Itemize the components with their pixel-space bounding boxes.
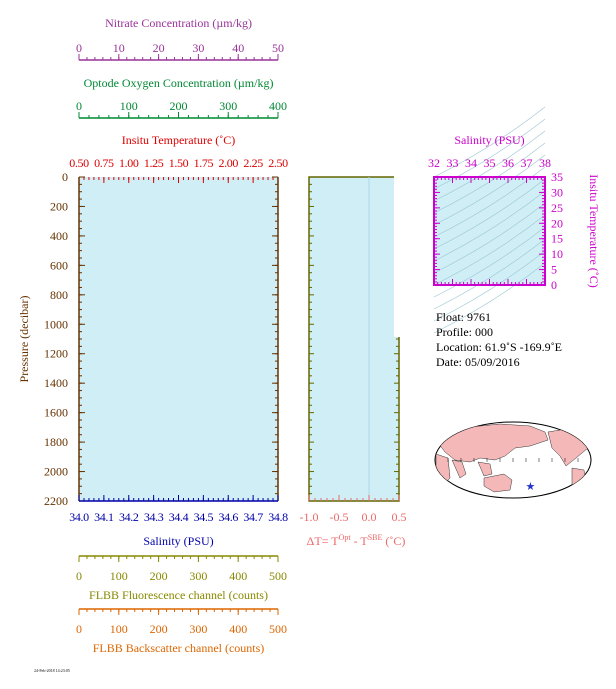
- temperature-tick-label: 0.75: [94, 156, 114, 170]
- profile-number-text: Profile: 000: [436, 325, 493, 339]
- fluorescence-tick-label: 0: [76, 569, 82, 583]
- map-south-america: [572, 468, 586, 492]
- salinity-axis-title: Salinity (PSU): [143, 534, 214, 548]
- backscatter-tick-label: 200: [149, 622, 168, 636]
- delta-t-plot-area: [309, 177, 399, 501]
- fluorescence-tick-label: 500: [269, 569, 287, 583]
- temperature-tick-label: 1.50: [168, 156, 189, 170]
- nitrate-tick-label: 0: [76, 41, 82, 55]
- backscatter-tick-label: 300: [189, 622, 208, 636]
- ts-salinity-tick-label: 38: [539, 156, 551, 170]
- nitrate-tick-label: 40: [232, 41, 245, 55]
- nitrate-tick-label: 20: [152, 41, 165, 55]
- salinity-tick-label: 34.6: [218, 510, 238, 524]
- ts-temp-tick-label: 0: [551, 278, 557, 292]
- oxygen-tick-label: 0: [76, 99, 82, 113]
- pressure-tick-label: 0: [62, 170, 68, 184]
- backscatter-tick-label: 100: [109, 622, 128, 636]
- backscatter-tick-label: 400: [229, 622, 248, 636]
- ts-temp-tick-label: 20: [551, 216, 563, 231]
- fluorescence-axis-title: FLBB Fluorescence channel (counts): [89, 588, 268, 602]
- fluorescence-tick-label: 100: [109, 569, 128, 583]
- ts-salinity-tick-label: 37: [520, 156, 533, 170]
- temperature-tick-label: 1.25: [143, 156, 164, 170]
- ts-temp-tick-label: 5: [551, 262, 557, 277]
- salinity-tick-label: 34.0: [69, 510, 89, 524]
- nitrate-tick-label: 10: [112, 41, 125, 55]
- fluorescence-tick-label: 300: [189, 569, 208, 583]
- delta-t-tick-label: 0.0: [361, 510, 377, 524]
- profile-plot-area: [79, 177, 278, 501]
- date-text: Date: 05/09/2016: [436, 355, 520, 369]
- delta-t-tick-label: -1.0: [299, 510, 319, 524]
- pressure-tick-label: 2200: [44, 494, 68, 508]
- oxygen-tick-label: 300: [219, 99, 238, 113]
- pressure-axis-title: Pressure (decibar): [17, 295, 31, 383]
- ts-diagram-area: [434, 177, 545, 285]
- salinity-tick-label: 34.5: [193, 510, 214, 524]
- ts-salinity-tick-label: 36: [502, 156, 514, 170]
- oxygen-tick-label: 100: [119, 99, 138, 113]
- delta-t-tick-label: -0.5: [329, 510, 349, 524]
- ts-salinity-axis-title: Salinity (PSU): [454, 133, 525, 147]
- pressure-tick-label: 800: [50, 287, 68, 302]
- backscatter-tick-label: 0: [76, 622, 82, 636]
- temperature-tick-label: 0.50: [69, 156, 89, 170]
- float-location-star-icon: ★: [525, 480, 536, 494]
- temperature-tick-label: 2.50: [268, 156, 288, 170]
- temperature-axis-title: Insitu Temperature (˚C): [121, 133, 236, 147]
- timestamp-footer: 24-Feb-2018 14:23:05: [34, 668, 70, 673]
- salinity-tick-label: 34.8: [268, 510, 288, 524]
- pressure-tick-label: 600: [50, 258, 68, 273]
- fluorescence-tick-label: 400: [229, 569, 248, 583]
- pressure-tick-label: 400: [50, 228, 68, 243]
- salinity-tick-label: 34.3: [143, 510, 164, 524]
- oxygen-tick-label: 200: [169, 99, 188, 113]
- ts-salinity-tick-label: 33: [446, 156, 459, 170]
- pressure-tick-label: 1000: [44, 317, 68, 332]
- ts-salinity-tick-label: 35: [483, 156, 496, 170]
- float-info-block: [436, 310, 562, 370]
- ts-salinity-tick-label: 32: [428, 156, 440, 170]
- pressure-tick-label: 1400: [44, 376, 68, 391]
- location-text: Location: 61.9˚S -169.9˚E: [436, 340, 562, 354]
- pressure-tick-label: 2000: [44, 464, 68, 479]
- oxygen-tick-label: 400: [269, 99, 287, 113]
- oxygen-axis-title: Optode Oxygen Concentration (µm/kg): [83, 76, 274, 90]
- float-id-text: Float: 9761: [436, 310, 492, 324]
- backscatter-axis-title: FLBB Backscatter channel (counts): [92, 641, 265, 655]
- temperature-tick-label: 1.75: [193, 156, 214, 170]
- ts-temp-tick-label: 10: [551, 247, 563, 262]
- pressure-tick-label: 1800: [44, 435, 68, 450]
- ts-temp-tick-label: 35: [551, 170, 563, 184]
- fluorescence-tick-label: 200: [149, 569, 168, 583]
- temperature-tick-label: 2.00: [218, 156, 238, 170]
- ts-mask: [394, 97, 434, 337]
- salinity-tick-label: 34.1: [94, 510, 114, 524]
- world-map-inset: [435, 422, 591, 498]
- ts-temp-tick-label: 25: [551, 200, 563, 215]
- backscatter-tick-label: 500: [269, 622, 287, 636]
- pressure-tick-label: 1200: [44, 346, 68, 361]
- temperature-tick-label: 1.00: [119, 156, 139, 170]
- ts-salinity-tick-label: 34: [465, 156, 477, 170]
- pressure-tick-label: 200: [50, 199, 68, 214]
- salinity-tick-label: 34.2: [119, 510, 139, 524]
- ts-temp-tick-label: 15: [551, 231, 563, 246]
- nitrate-tick-label: 30: [192, 41, 205, 55]
- delta-t-axis-title: $\Delta T= T^{Opt} - T^{SBE}$ (˚C): [306, 533, 406, 548]
- delta-t-tick-label: 0.5: [391, 510, 407, 524]
- nitrate-tick-label: 50: [272, 41, 284, 55]
- ts-temp-axis-title: Insitu Temperature (˚C): [587, 174, 601, 288]
- nitrate-axis-title: Nitrate Concentration (µm/kg): [105, 16, 252, 30]
- salinity-tick-label: 34.7: [243, 510, 263, 524]
- ts-temp-tick-label: 30: [551, 185, 563, 200]
- temperature-tick-label: 2.25: [243, 156, 263, 170]
- salinity-tick-label: 34.4: [168, 510, 189, 524]
- pressure-tick-label: 1600: [44, 405, 68, 420]
